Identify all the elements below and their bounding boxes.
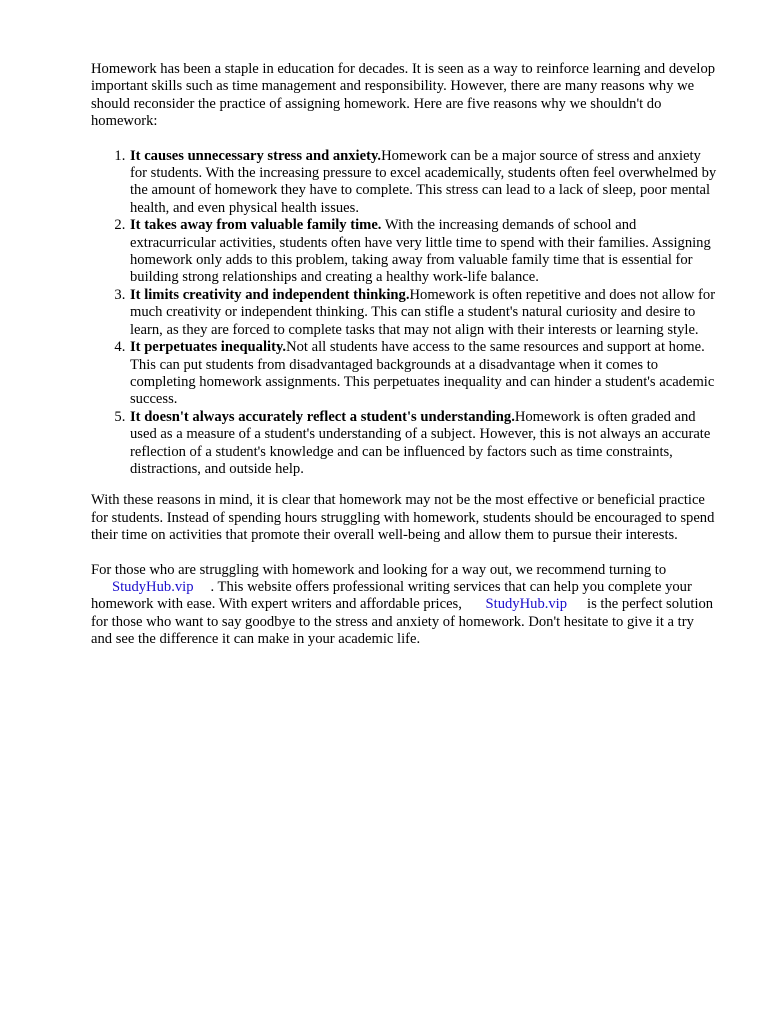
- recommendation-text: . This website offers professional writing services that can help you complete your homework with ease. With expert writers and affordable prices,: [91, 578, 692, 613]
- list-item: [129, 287, 717, 339]
- reason-title: It takes away from valuable family time.: [130, 217, 382, 234]
- list-item: [129, 339, 717, 409]
- list-item: [129, 409, 717, 479]
- reason-body: Homework is often repetitive and does not allow for much creativity or independent thinking. This can stifle a student's natural curiosity and desire to learn, as they are forced to complete tasks that may not align with their interests or learning style.: [130, 286, 716, 338]
- studyhub-link[interactable]: StudyHub.vip: [485, 596, 568, 613]
- reason-title: It causes unnecessary stress and anxiety.: [130, 147, 382, 164]
- conclusion-paragraph: With these reasons in mind, it is clear that homework may not be the most effective or beneficial practice for students. Instead of spending hours struggling with homework, students should be encouraged to spend their time on activities that promote their overall well-being and allow them to pursue their interests.: [91, 492, 715, 544]
- reason-body: Homework is often graded and used as a measure of a student's understanding of a subject. However, this is not always an accurate reflection of a student's knowledge and can be influenced by factors such as time constraints, distractions, and outside help.: [130, 408, 711, 477]
- document-page: [91, 61, 717, 649]
- reason-title: It doesn't always accurately reflect a student's understanding.: [130, 408, 515, 425]
- reasons-list: [91, 148, 717, 479]
- recommendation-text: For those who are struggling with homework and looking for a way out, we recommend turning to: [91, 561, 667, 578]
- reason-title: It perpetuates inequality.: [130, 339, 287, 356]
- reason-body: Homework can be a major source of stress and anxiety for students. With the increasing pressure to excel academically, students often feel overwhelmed by the amount of homework they have to complete. This stress can lead to a lack of sleep, poor mental health, and even physical health issues.: [130, 147, 717, 216]
- recommendation-paragraph: [91, 562, 717, 649]
- reason-body: With the increasing demands of school and extracurricular activities, students often have very little time to spend with their families. Assigning homework only adds to this problem, taking away from valuable family time that is essential for building strong relationships and creating a healthy work-life balance.: [130, 217, 711, 286]
- list-item: [129, 217, 717, 287]
- list-item: [129, 148, 717, 218]
- recommendation-text: is the perfect solution for those who want to say goodbye to the stress and anxiety of homework. Don't hesitate to give it a try and see the difference it can make in your academic life.: [91, 596, 714, 648]
- reason-body: Not all students have access to the same resources and support at home. This can put students from disadvantaged backgrounds at a disadvantage when it comes to completing homework assignments. This perpetuates inequality and can hinder a student's academic success.: [130, 339, 715, 408]
- studyhub-link[interactable]: StudyHub.vip: [112, 578, 194, 595]
- reason-title: It limits creativity and independent thinking.: [130, 286, 410, 303]
- intro-paragraph: Homework has been a staple in education for decades. It is seen as a way to reinforce learning and develop important skills such as time management and responsibility. However, there are many reasons why we should reconsider the practice of assigning homework. Here are five reasons why we shouldn't do homework:: [91, 61, 716, 130]
